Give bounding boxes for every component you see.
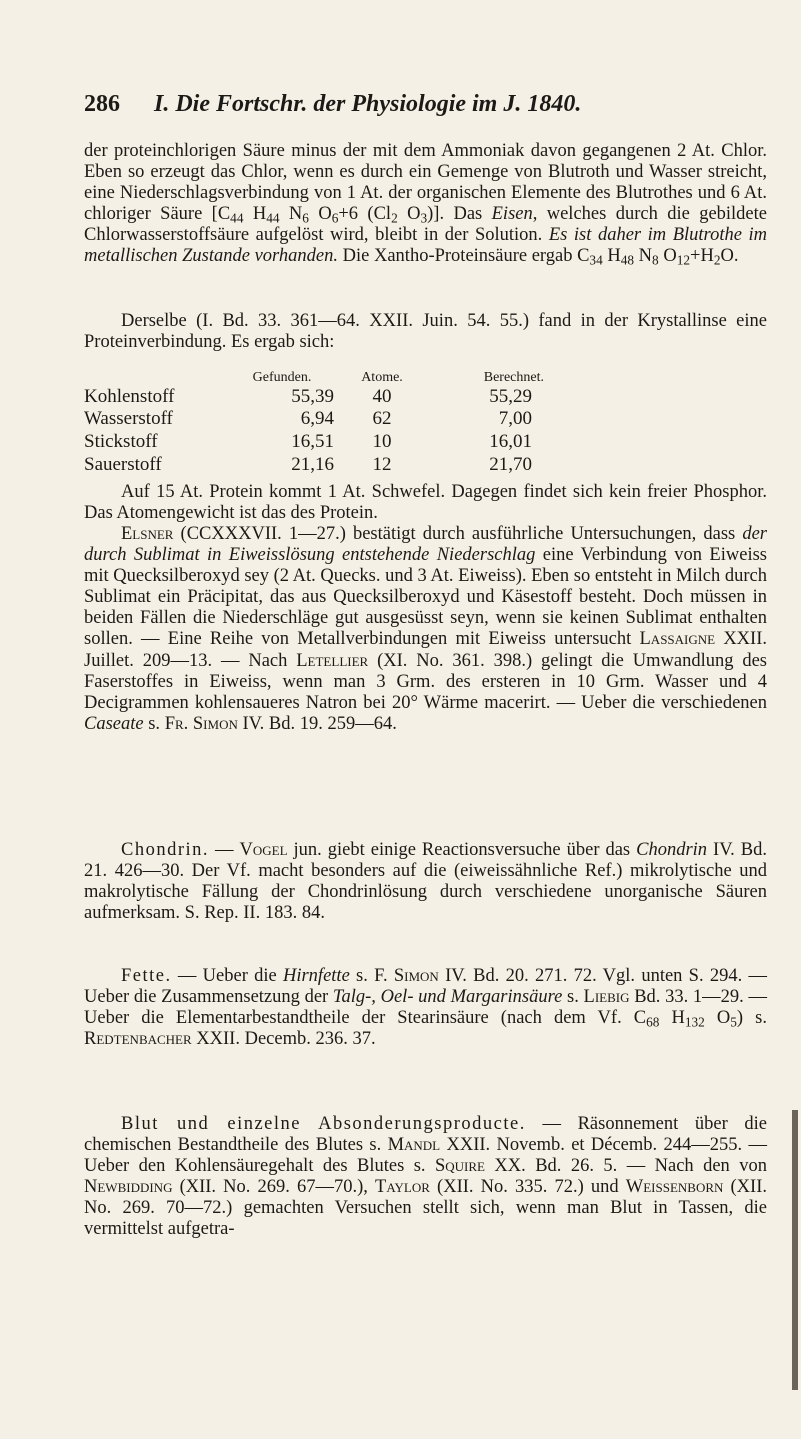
- header-calculated: Berechnet.: [483, 370, 544, 385]
- atoms-value: 10: [372, 431, 392, 452]
- found-value: 6,94: [300, 408, 334, 429]
- page-edge-shadow: [792, 1110, 798, 1390]
- calculated-value: 21,70: [489, 454, 532, 475]
- table-row: [84, 386, 767, 408]
- section-heading: Blut und einzelne Absonderungsproducte.: [121, 1114, 526, 1134]
- author-name: Fr. Simon: [164, 713, 238, 734]
- header-found: Gefunden.: [252, 370, 312, 385]
- paragraph-fette: Fette. — Ueber die Hirnfette s. F. Simon IV. Bd. 20. 271. 72. Vgl. unten S. 294. — Ueber die Zusammensetzung der Talg-, Oel- und Margarinsäure s. Liebig Bd. 33. 1—29. — Ueber die Elementarbestandtheile der Stearinsäure (nach dem Vf. $C_{68}$ $H_{132}$ $O_5$) s. Redtenbacher XXII. Decemb. 236. 37.: [84, 966, 767, 1050]
- author-name: Taylor: [375, 1177, 430, 1198]
- header-atoms: Atome.: [361, 370, 403, 385]
- author-name: Newbidding: [84, 1177, 173, 1198]
- author-name: Letellier: [296, 650, 369, 671]
- author-name: Simon: [393, 966, 439, 986]
- page-number: 286: [84, 91, 120, 117]
- paragraph-protein-sulfur: Auf 15 At. Protein kommt 1 At. Schwefel. Dagegen findet sich kein freier Phosphor. Das Atomengewicht ist das des Protein.: [84, 482, 767, 524]
- atoms-value: 40: [372, 386, 392, 407]
- author-name: Lassaigne: [639, 629, 716, 650]
- author-name: Redtenbacher: [84, 1029, 192, 1050]
- paragraph-crystalline-lens: Derselbe (I. Bd. 33. 361—64. XXII. Juin. 54. 55.) fand in der Krystallinse eine Proteinverbindung. Es ergab sich:: [84, 311, 767, 353]
- paragraph-elsner: Elsner (CCXXXVII. 1—27.) bestätigt durch ausführliche Untersuchungen, dass der durch Sublimat in Eiweisslösung entstehende Niederschlag eine Verbindung von Eiweiss mit Quecksilberoxyd sey (2 At. Quecks. und 3 At. Eiweiss). Eben so entsteht in Milch durch Sublimat ein Präcipitat, das aus Quecksilberoxyd und Käsestoff besteht. Doch müssen in beiden Fällen die Niederschläge gut ausgesüsst seyn, wenn sie keinen Sublimat enthalten sollen. — Eine Reihe von Metallverbindungen mit Eiweiss untersucht Lassaigne XXII. Juillet. 209—13. — Nach Letellier (XI. No. 361. 398.) gelingt die Umwandlung des Faserstoffes in Eiweiss, wenn man 3 Grm. des ersteren in 10 Grm. Wasser und 4 Decigrammen kohlensaueres Natron bei 20° Wärme macerirt. — Ueber die verschiedenen Caseate s. Fr. Simon IV. Bd. 19. 259—64.: [84, 524, 767, 734]
- found-value: 55,39: [291, 386, 334, 407]
- element-name: Wasserstoff: [84, 408, 173, 429]
- section-heading: Fette.: [121, 966, 172, 986]
- table-row: [84, 431, 767, 453]
- calculated-value: 7,00: [498, 408, 532, 429]
- running-head: I. Die Fortschr. der Physiologie im J. 1840.: [154, 91, 582, 117]
- calculated-value: 55,29: [489, 386, 532, 407]
- author-name: Mandl: [387, 1135, 441, 1156]
- table-row: [84, 408, 767, 430]
- author-name: Elsner: [121, 524, 174, 544]
- found-value: 21,16: [291, 454, 334, 475]
- element-name: Stickstoff: [84, 431, 158, 452]
- table-row: [84, 454, 767, 476]
- author-name: Vogel: [239, 840, 288, 860]
- found-value: 16,51: [291, 431, 334, 452]
- section-heading: Chondrin.: [121, 840, 210, 860]
- author-name: Weissenborn: [625, 1177, 724, 1198]
- paragraph-chondrin: Chondrin. — Vogel jun. giebt einige Reactionsversuche über das Chondrin IV. Bd. 21. 426—30. Der Vf. macht besonders auf die (eiweissähnliche Ref.) mikrolytische und makrolytische Fällung der Chondrinlösung durch verschiedene unorganische Säuren aufmerksam. S. Rep. II. 183. 84.: [84, 840, 768, 924]
- paragraph-protein-chlorine: der proteinchlorigen Säure minus der mit dem Ammoniak davon gegangenen 2 At. Chlor. Eben so erzeugt das Chlor, wenn es durch ein Gemenge von Blutroth und Wasser streicht, eine Niederschlagsverbindung von 1 At. der organischen Elemente des Blutrothes und 6 At. chloriger Säure [$C_{44}$ $H_{44}$ $N_6$ $O_6+6$ ($Cl_2$ $O_3$)]. Das Eisen, welches durch die gebildete Chlorwasserstoffsäure aufgelöst wird, bleibt in der Solution. Es ist daher im Blutrothe im metallischen Zustande vorhanden. Die Xantho-Proteinsäure ergab $C_{34}$ $H_{48}$ $N_8$ $O_{12}+H_2O$.: [84, 141, 767, 268]
- element-name: Kohlenstoff: [84, 386, 175, 407]
- atoms-value: 62: [372, 408, 392, 429]
- paragraph-blut: Blut und einzelne Absonderungsproducte. — Räsonnement über die chemischen Bestandtheile des Blutes s. Mandl XXII. Novemb. et Décemb. 244—255. — Ueber den Kohlensäuregehalt des Blutes s. Squire XX. Bd. 26. 5. — Nach den von Newbidding (XII. No. 269. 67—70.), Taylor (XII. No. 335. 72.) und Weissenborn (XII. No. 269. 70—72.) gemachten Versuchen stellt sich, wenn man Blut in Tassen, die vermittelst aufgetra-: [84, 1114, 767, 1240]
- author-name: Squire: [434, 1156, 485, 1177]
- page-header: [84, 90, 764, 118]
- atoms-value: 12: [372, 454, 392, 475]
- element-name: Sauerstoff: [84, 454, 162, 475]
- calculated-value: 16,01: [489, 431, 532, 452]
- author-name: Liebig: [583, 987, 630, 1008]
